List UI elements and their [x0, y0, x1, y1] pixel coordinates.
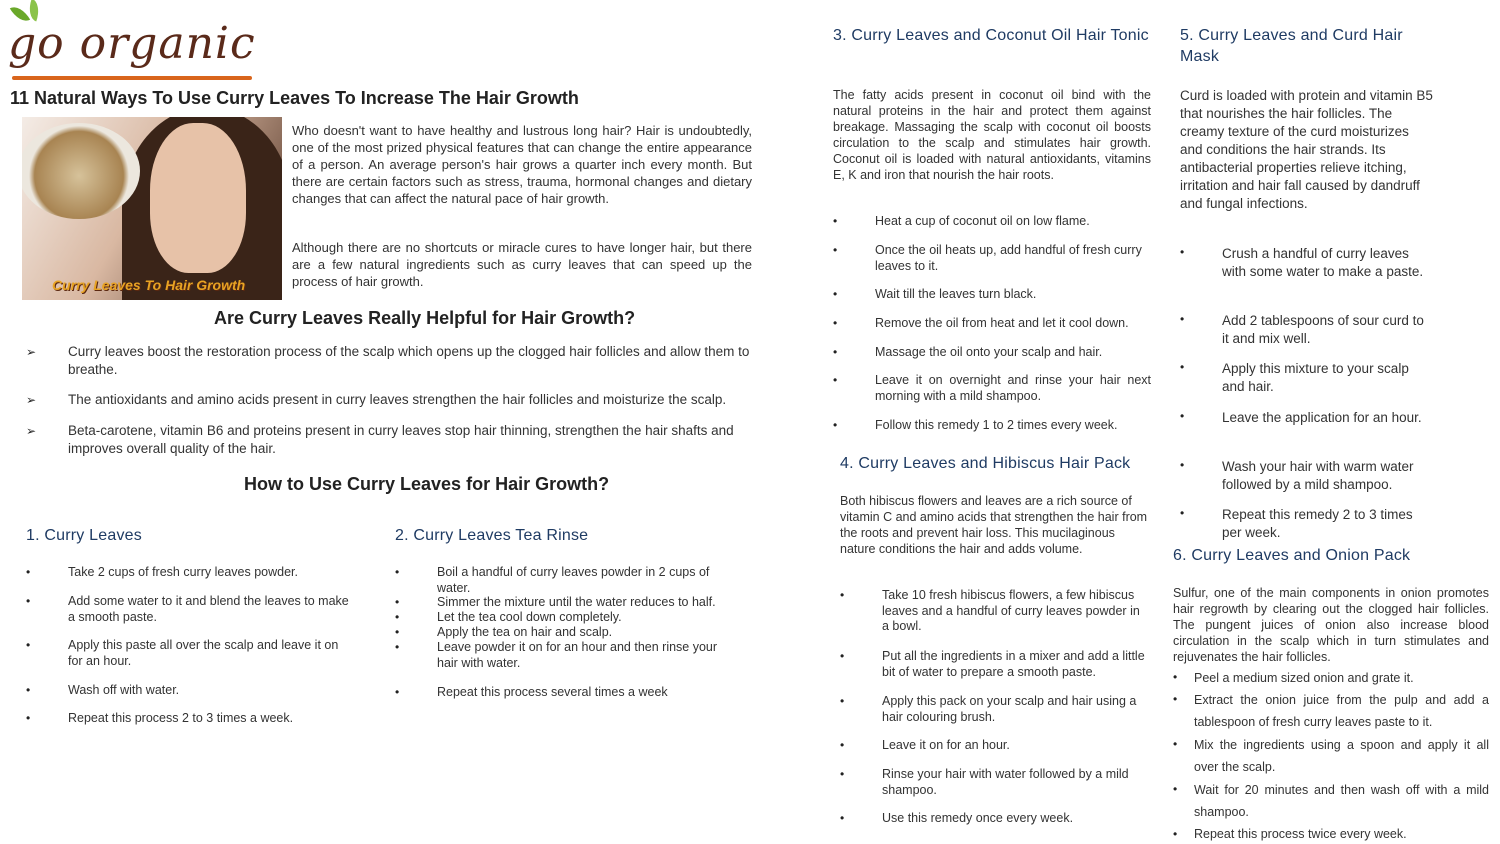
- arrow-bullet-icon: ➢: [26, 424, 37, 438]
- howto-heading: How to Use Curry Leaves for Hair Growth?: [244, 474, 610, 494]
- arrow-bullet-icon: ➢: [26, 345, 37, 359]
- section-4-title: 4. Curry Leaves and Hibiscus Hair Pack: [840, 455, 1131, 472]
- list-item: • Add some water to it and blend the leaves to make a smooth paste.: [26, 594, 349, 624]
- list-item: • Repeat this process twice every week.: [1173, 827, 1407, 841]
- list-item: • Peel a medium sized onion and grate it.: [1173, 670, 1414, 685]
- list-item: • Boil a handful of curry leaves powder in 2 cups of water.: [395, 565, 710, 595]
- list-item: • Wait till the leaves turn black.: [833, 287, 1037, 301]
- woman-face: [150, 123, 246, 273]
- list-item: • Apply this pack on your scalp and hair using a hair colouring brush.: [840, 694, 1137, 724]
- list-item: • Apply this mixture to your scalp and hair.: [1180, 360, 1409, 394]
- list-item: • Repeat this process 2 to 3 times a week.: [26, 711, 294, 725]
- list-item: • Wait for 20 minutes and then wash off with a mild shampoo.: [1173, 782, 1489, 819]
- list-item: ➢ Beta-carotene, vitamin B6 and proteins present in curry leaves stop hair thinning, strengthen the hair shafts and improves overall quality of the hair.: [26, 423, 734, 456]
- list-item: • Leave powder it on for an hour and then rinse your hair with water.: [395, 640, 718, 670]
- hero-caption: Curry Leaves To Hair Growth: [52, 277, 246, 293]
- list-item: • Massage the oil onto your scalp and hair.: [833, 345, 1103, 359]
- list-item: • Leave the application for an hour.: [1180, 409, 1422, 425]
- list-item: • Repeat this process several times a week: [395, 685, 668, 699]
- list-item: • Remove the oil from heat and let it cool down.: [833, 316, 1129, 330]
- list-item: • Put all the ingredients in a mixer and add a little bit of water to prepare a smooth paste.: [840, 649, 1145, 679]
- list-item: • Wash your hair with warm water followed by a mild shampoo.: [1180, 458, 1414, 492]
- hero-image: [22, 117, 282, 300]
- list-item: • Extract the onion juice from the pulp and add a tablespoon of fresh curry leaves paste to it.: [1173, 692, 1489, 729]
- list-item: ➢ The antioxidants and amino acids present in curry leaves strengthen the hair follicles and moisturize the scalp.: [26, 392, 727, 407]
- section-6-body: Sulfur, one of the main components in onion promotes hair regrowth by clearing out the clogged hair follicles. The pungent juices of onion also increase blood circulation in the scalp which in turn stimulates and rejuvenates the hair follicles.: [1173, 586, 1489, 664]
- section-2-title: 2. Curry Leaves Tea Rinse: [395, 527, 589, 544]
- list-item: • Take 10 fresh hibiscus flowers, a few hibiscus leaves and a handful of curry leaves powder in a bowl.: [840, 588, 1140, 633]
- list-item: • Add 2 tablespoons of sour curd to it and mix well.: [1180, 312, 1424, 346]
- intro-paragraph-2: Although there are no shortcuts or miracle cures to have longer hair, but there are a few natural ingredients such as curry leaves that can speed up the process of hair growth.: [292, 240, 752, 289]
- section-5-title: 5. Curry Leaves and Curd Hair Mask: [1180, 27, 1403, 65]
- list-item: • Wash off with water.: [26, 683, 180, 697]
- list-item: • Simmer the mixture until the water reduces to half.: [395, 595, 716, 609]
- list-item: • Repeat this remedy 2 to 3 times per week.: [1180, 506, 1413, 540]
- list-item: • Leave it on for an hour.: [840, 738, 1010, 752]
- arrow-bullet-icon: ➢: [26, 393, 37, 407]
- section-4-body: Both hibiscus flowers and leaves are a rich source of vitamin C and amino acids that strengthen the hair from the roots and prevent hair loss. This mucilaginous nature conditions the hair and adds volume.: [840, 494, 1148, 556]
- curry-leaves-basket: [22, 123, 140, 219]
- helpful-heading: Are Curry Leaves Really Helpful for Hair Growth?: [214, 308, 636, 328]
- list-item: • Mix the ingredients using a spoon and apply it all over the scalp.: [1173, 737, 1489, 774]
- list-item: • Once the oil heats up, add handful of fresh curry leaves to it.: [833, 243, 1142, 273]
- list-item: • Apply this paste all over the scalp and leave it on for an hour.: [26, 638, 339, 668]
- list-item: • Take 2 cups of fresh curry leaves powder.: [26, 565, 298, 579]
- list-item: • Follow this remedy 1 to 2 times every week.: [833, 418, 1118, 432]
- page-title: 11 Natural Ways To Use Curry Leaves To Increase The Hair Growth: [10, 88, 579, 108]
- section-6-title: 6. Curry Leaves and Onion Pack: [1173, 547, 1411, 564]
- logo-text: go organic: [8, 18, 256, 69]
- section-3-title: 3. Curry Leaves and Coconut Oil Hair Tonic: [833, 27, 1149, 44]
- list-item: • Apply the tea on hair and scalp.: [395, 625, 613, 639]
- section-5-body: Curd is loaded with protein and vitamin B5 that nourishes the hair follicles. The creamy texture of the curd moisturizes and conditions the hair strands. Its antibacterial properties relieve itching, irritation and hair fall caused by dandruff and fungal infections.: [1180, 88, 1433, 211]
- list-item: • Rinse your hair with water followed by a mild shampoo.: [840, 767, 1129, 797]
- list-item: • Let the tea cool down completely.: [395, 610, 622, 624]
- list-item: • Heat a cup of coconut oil on low flame.: [833, 214, 1090, 228]
- list-item: ➢ Curry leaves boost the restoration process of the scalp which opens up the clogged hair follicles and allow them to breathe.: [26, 344, 750, 377]
- intro-paragraph-1: Who doesn't want to have healthy and lustrous long hair? Hair is undoubtedly, one of the most prized physical features that can change the entire appearance of a person. An average person's hair grows a quarter inch every month. But there are certain factors such as stress, trauma, hormonal changes and dietary changes that can affect the natural pace of hair growth.: [292, 123, 752, 206]
- logo-underline: [12, 76, 252, 80]
- section-1-title: 1. Curry Leaves: [26, 527, 142, 544]
- list-item: • Leave it on overnight and rinse your hair next morning with a mild shampoo.: [833, 373, 1151, 403]
- section-3-body: The fatty acids present in coconut oil bind with the natural proteins in the hair and protect them against breakage. Massaging the scalp with coconut oil boosts circulation to the scalp and stimulates hair growth. Coconut oil is loaded with natural antioxidants, vitamins E, K and iron that nourish the hair roots.: [833, 88, 1151, 182]
- list-item: • Use this remedy once every week.: [840, 811, 1074, 825]
- list-item: • Crush a handful of curry leaves with some water to make a paste.: [1180, 245, 1424, 279]
